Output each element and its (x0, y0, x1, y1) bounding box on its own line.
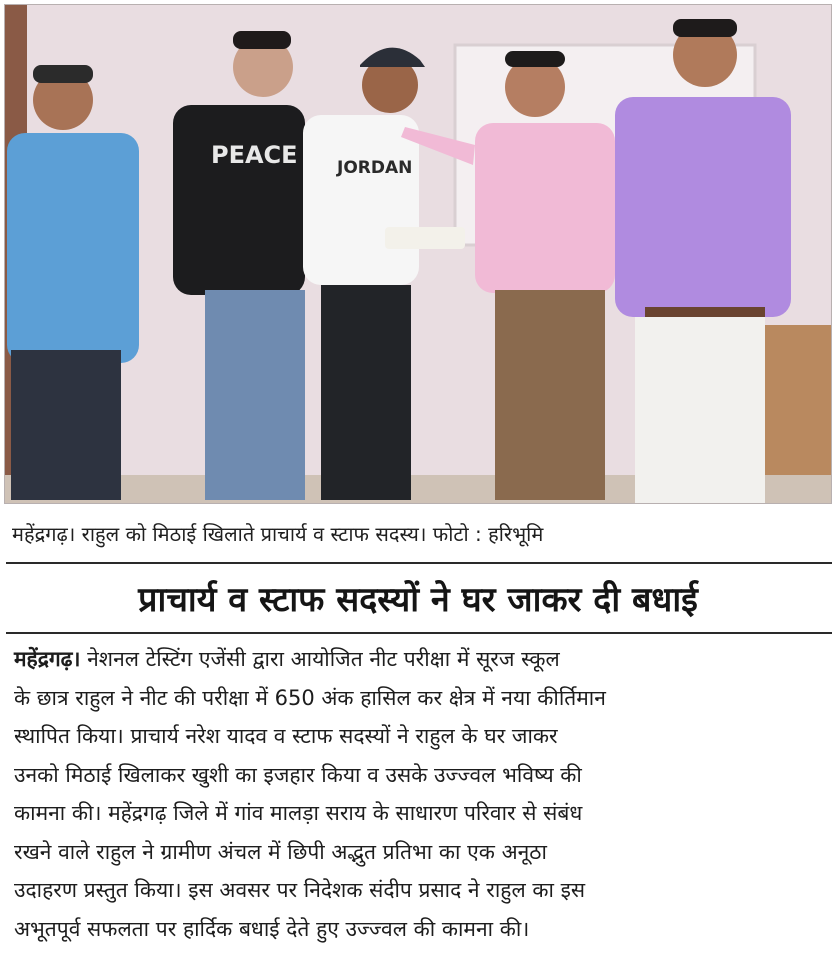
article-line-2: के छात्र राहुल ने नीट की परीक्षा में 650 अंक हासिल कर क्षेत्र में नया कीर्तिमान (14, 685, 606, 710)
peace-shirt-text: PEACE (211, 141, 298, 169)
sweets-box (385, 227, 465, 249)
article-line-4: उनको मिठाई खिलाकर खुशी का इजहार किया व उसके उज्ज्वल भविष्य की (14, 762, 582, 787)
news-photo (4, 4, 832, 504)
divider-bottom (6, 632, 832, 634)
article-line-6: रखने वाले राहुल ने ग्रामीण अंचल में छिपी अद्भुत प्रतिभा का एक अनूठा (14, 839, 547, 864)
article-line-3: स्थापित किया। प्राचार्य नरेश यादव व स्टाफ सदस्यों ने राहुल के घर जाकर (14, 724, 558, 748)
caption-text: राहुल को मिठाई खिलाते प्राचार्य व स्टाफ सदस्य। (81, 522, 427, 546)
article-line-7: उदाहरण प्रस्तुत किया। इस अवसर पर निदेशक संदीप प्रसाद ने राहुल का इस (14, 878, 586, 902)
article-line-1: महेंद्रगढ़। नेशनल टेस्टिंग एजेंसी द्वारा आयोजित नीट परीक्षा में सूरज स्कूल (14, 647, 560, 671)
article-line-5: कामना की। महेंद्रगढ़ जिले में गांव मालड़ा सराय के साधारण परिवार से संबंध (14, 801, 583, 825)
article-line-8: अभूतपूर्व सफलता पर हार्दिक बधाई देते हुए उज्ज्वल की कामना की। (14, 916, 530, 941)
caption-credit: फोटो : हरिभूमि (432, 522, 544, 546)
article-dateline: महेंद्रगढ़। (14, 647, 81, 671)
caption-place: महेंद्रगढ़। (12, 522, 76, 546)
article-headline: प्राचार्य व स्टाफ सदस्यों ने घर जाकर दी बधाई (138, 580, 698, 620)
article-body (14, 640, 826, 948)
jordan-shirt-text: JORDAN (337, 158, 413, 178)
photo-illustration (5, 5, 832, 504)
divider-top (6, 562, 832, 564)
photo-caption (12, 516, 828, 552)
